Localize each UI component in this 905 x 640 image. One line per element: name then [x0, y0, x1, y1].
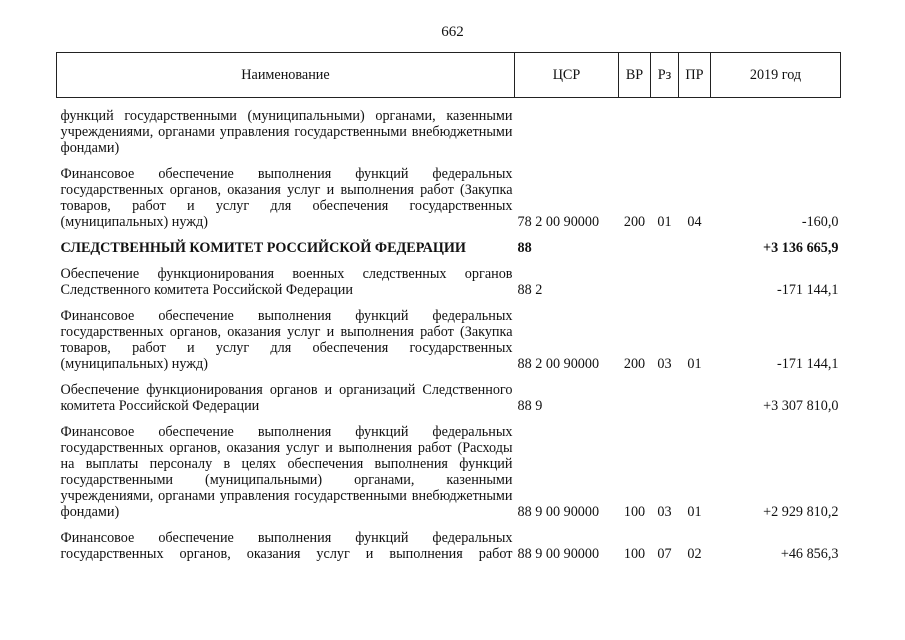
row-rz [651, 382, 679, 414]
header-name: Наименование [57, 53, 515, 98]
table-header-row [57, 53, 841, 98]
row-csr [515, 108, 619, 156]
row-vr: 200 [623, 214, 646, 230]
row-pr [679, 108, 711, 156]
table-row [57, 240, 841, 256]
row-name: Обеспечение функционирования военных следственных органов Следственного комитета Российской Федерации [60, 266, 513, 298]
row-rz: 03 [657, 504, 672, 520]
row-amount: -171 144,1 [777, 356, 839, 372]
header-vr: ВР [619, 53, 651, 98]
row-amount: -160,0 [801, 214, 839, 230]
row-csr: 88 2 [517, 282, 543, 298]
row-vr: 100 [623, 504, 646, 520]
row-pr: 01 [687, 504, 702, 520]
budget-table [56, 52, 841, 562]
row-rz: 07 [657, 546, 672, 562]
header-year: 2019 год [711, 53, 841, 98]
row-name: Финансовое обеспечение выполнения функций федеральных государственных органов, оказания услуг и выполнения работ (Закупка товаров, работ и услуг для обеспечения государственных (муниципальных) нужд) [60, 166, 513, 230]
table-row [57, 530, 841, 562]
row-pr: 01 [687, 356, 702, 372]
row-rz [651, 108, 679, 156]
row-vr [619, 240, 651, 256]
row-amount [711, 108, 841, 156]
row-vr [619, 382, 651, 414]
row-name: Финансовое обеспечение выполнения функций федеральных государственных органов, оказания услуг и выполнения работ (Расходы на выплаты персоналу в целях обеспечения выполнения функций государственными (муниципальными) органами, казенными учреждениями, органами управления государственными внебюджетными фондами) [60, 424, 513, 520]
row-csr: 88 9 00 90000 [517, 546, 600, 562]
row-csr: 88 9 00 90000 [517, 504, 600, 520]
row-vr: 200 [623, 356, 646, 372]
row-rz [651, 240, 679, 256]
table-row [57, 266, 841, 298]
row-amount: +3 307 810,0 [763, 398, 839, 414]
row-pr [679, 382, 711, 414]
table-row [57, 108, 841, 156]
header-rz: Рз [651, 53, 679, 98]
header-pr: ПР [679, 53, 711, 98]
table-row [57, 308, 841, 372]
table-row [57, 166, 841, 230]
row-vr [619, 266, 651, 298]
row-amount: -171 144,1 [777, 282, 839, 298]
row-rz: 01 [657, 214, 672, 230]
row-rz: 03 [657, 356, 672, 372]
row-name: Финансовое обеспечение выполнения функций федеральных государственных органов, оказания услуг и выполнения работ [60, 530, 513, 562]
header-csr: ЦСР [515, 53, 619, 98]
row-pr [679, 240, 711, 256]
row-csr: 78 2 00 90000 [517, 214, 600, 230]
row-csr: 88 2 00 90000 [517, 356, 600, 372]
row-pr [679, 266, 711, 298]
page-number: 662 [441, 24, 464, 40]
row-vr [619, 108, 651, 156]
table-row [57, 382, 841, 414]
row-name: Обеспечение функционирования органов и организаций Следственного комитета Российской Федерации [60, 382, 513, 414]
row-name: СЛЕДСТВЕННЫЙ КОМИТЕТ РОССИЙСКОЙ ФЕДЕРАЦИИ [60, 240, 466, 256]
table-row [57, 424, 841, 520]
row-name: функций государственными (муниципальными) органами, казенными учреждениями, органами управления государственными внебюджетными фондами) [60, 108, 513, 156]
row-vr: 100 [623, 546, 646, 562]
row-amount: +3 136 665,9 [763, 240, 839, 256]
row-amount: +46 856,3 [780, 546, 839, 562]
row-pr: 04 [687, 214, 702, 230]
row-pr: 02 [687, 546, 702, 562]
row-csr: 88 [517, 240, 532, 256]
row-name: Финансовое обеспечение выполнения функций федеральных государственных органов, оказания услуг и выполнения работ (Закупка товаров, работ и услуг для обеспечения государственных (муниципальных) нужд) [60, 308, 513, 372]
row-csr: 88 9 [517, 398, 543, 414]
row-rz [651, 266, 679, 298]
row-amount: +2 929 810,2 [763, 504, 839, 520]
